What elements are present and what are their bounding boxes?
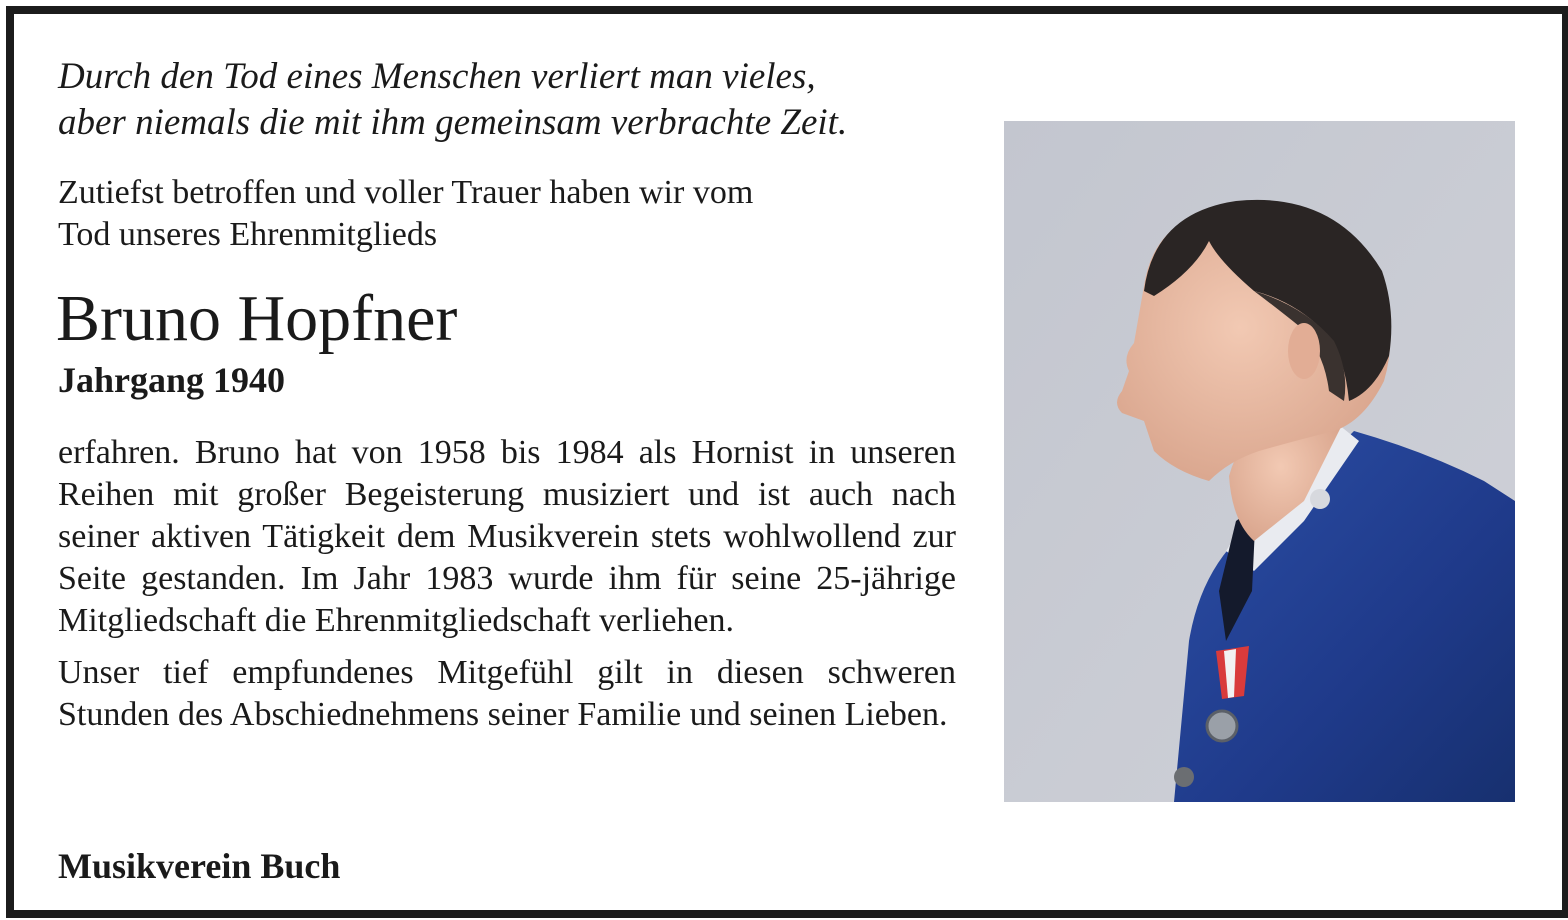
intro-line-2: Tod unseres Ehrenmitglieds — [58, 216, 438, 253]
body-paragraph-1: erfahren. Bruno hat von 1958 bis 1984 als Hornist in unseren Reihen mit großer Begeisterung musiziert und ist auch nach seiner aktiven Tätigkeit dem Musikverein stets wohlwollend zur Seite gestanden. Im Jahr 1983 wurde ihm für seine 25-jährige Mitgliedschaft die Ehrenmitgliedschaft verliehen. — [58, 434, 956, 639]
body-paragraph-2: Unser tief empfundenes Mitgefühl gilt in diesen schweren Stunden des Abschiednehmens seiner Familie und seinen Lieben. — [58, 654, 956, 733]
quote-line-2: aber niemals die mit ihm gemeinsam verbrachte Zeit. — [58, 102, 848, 143]
deceased-name: Bruno Hopfner — [56, 282, 458, 355]
obituary-body — [58, 432, 956, 736]
birth-year-label: Jahrgang 1940 — [58, 360, 286, 400]
memorial-quote — [58, 54, 958, 146]
intro-text — [58, 172, 958, 256]
signature: Musikverein Buch — [58, 846, 341, 886]
intro-line-1: Zutiefst betroffen und voller Trauer haben wir vom — [58, 174, 754, 211]
obituary-notice — [6, 6, 1568, 918]
portrait-photo — [1004, 121, 1515, 802]
quote-line-1: Durch den Tod eines Menschen verliert man vieles, — [58, 56, 816, 97]
